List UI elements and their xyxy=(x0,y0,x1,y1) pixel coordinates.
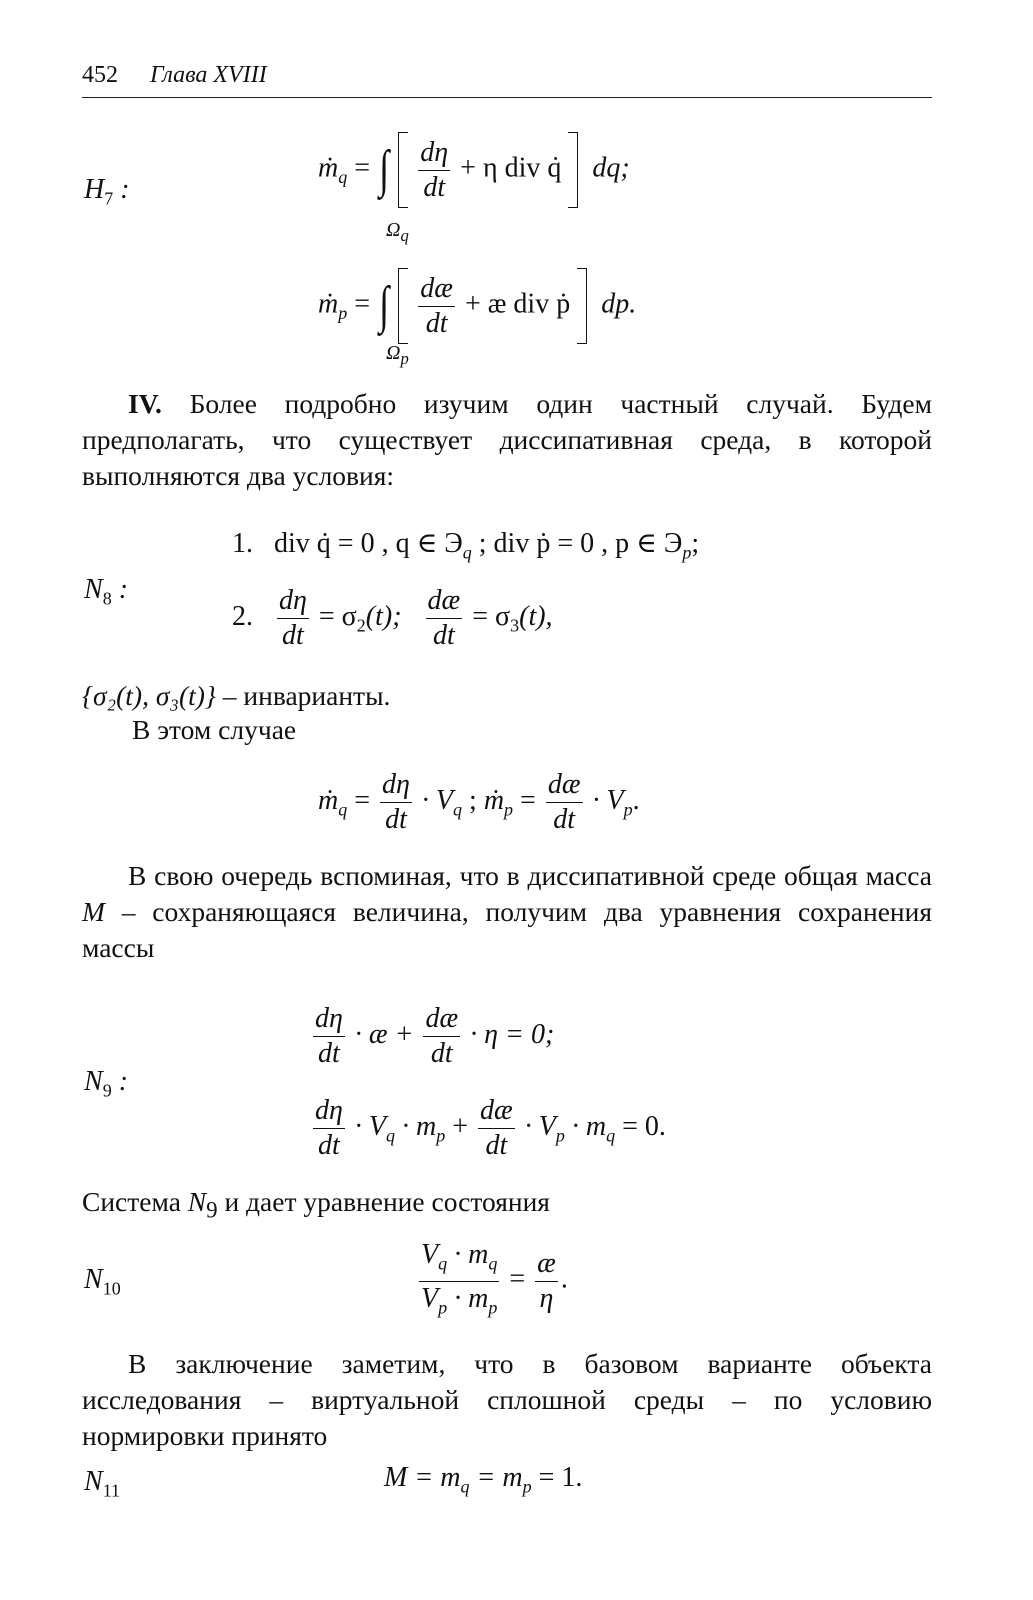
denominator: dt xyxy=(318,1130,340,1161)
integrand-rest: + η div q̇ xyxy=(460,152,562,184)
fraction xyxy=(277,584,309,653)
subscript: q xyxy=(460,1476,470,1497)
bracket-left xyxy=(398,132,408,208)
label-suffix: : xyxy=(113,174,130,205)
volume-term: · V xyxy=(592,784,624,816)
domain-symbol: Ω xyxy=(386,219,401,241)
denominator: dt xyxy=(318,1038,340,1069)
symbol: · m xyxy=(447,1239,489,1270)
condition-1 xyxy=(232,526,699,564)
label-sub: 7 xyxy=(104,188,114,209)
denominator: dt xyxy=(553,804,576,835)
subscript: p xyxy=(438,1297,448,1318)
label-sub: 11 xyxy=(102,1480,121,1501)
label-suffix: : xyxy=(111,574,129,605)
in-this-case: В этом случае xyxy=(132,714,297,745)
separator: ; xyxy=(462,784,484,816)
subscript: p xyxy=(623,799,633,820)
paragraph-conclusion: В заключение заметим, что в базовом варианте объекта исследования – виртуальной сплошной среды – по условию нормировки принято xyxy=(82,1348,932,1451)
subscript: p xyxy=(504,799,514,820)
paragraph-text: Более подробно изучим один частный случай. Будем предполагать, что существует диссипативная среда, в которой выполняются два условия: xyxy=(82,388,932,491)
subscript: p xyxy=(522,1476,532,1497)
subscript: q xyxy=(462,542,472,563)
fraction xyxy=(423,1002,460,1071)
subscript: p xyxy=(555,1125,565,1146)
denominator: dt xyxy=(430,1038,453,1069)
fraction xyxy=(478,1094,515,1163)
bracket-right xyxy=(568,132,578,208)
equation-n11 xyxy=(384,1462,582,1498)
fraction xyxy=(380,768,412,837)
numerator: dη xyxy=(313,1002,345,1037)
denominator: dt xyxy=(282,620,304,651)
invariants-line xyxy=(82,678,932,714)
invariants-text: – инварианты. xyxy=(215,680,391,711)
paragraph-text: и дает уравнение состояния xyxy=(217,1186,550,1217)
condition-text: div q̇ = 0 , q ∈ Э xyxy=(274,528,463,559)
period: . xyxy=(632,784,640,816)
lhs-sub: p xyxy=(338,303,348,324)
lhs-sub: q xyxy=(338,167,348,188)
equation-end: = 1. xyxy=(531,1462,583,1493)
equation-mass-rates: ṁ$_q$ = $\frac{d\eta}{dt}$ · $V_q$ ; ṁ$_p$ = $\frac{dæ}{dt}$ · $V_p$. xyxy=(318,769,640,835)
subscript: p xyxy=(488,1297,498,1318)
equation-label-n10 xyxy=(84,1264,121,1300)
equation-label-n9 xyxy=(84,1066,128,1102)
invariants-math: {σ₂(t), σ₃(t)} xyxy=(82,680,216,711)
denominator: dt xyxy=(425,307,448,339)
subscript: q xyxy=(338,799,348,820)
equation-n10 xyxy=(416,1238,568,1324)
fraction xyxy=(418,136,450,205)
subscript: q xyxy=(606,1125,616,1146)
plus: + xyxy=(445,1110,469,1142)
numerator: dæ xyxy=(478,1094,515,1129)
equation-label-h7 xyxy=(84,174,130,210)
subscript: p xyxy=(436,1125,446,1146)
denominator xyxy=(419,1282,499,1325)
equation-label-n11 xyxy=(84,1466,120,1502)
numerator: dη xyxy=(418,136,450,171)
equation-label-n8 xyxy=(84,574,128,610)
bracket-left xyxy=(398,268,408,344)
label-letter: N xyxy=(84,1264,103,1295)
paragraph-text: В свою очередь вспоминая, что в диссипативной среде общая масса xyxy=(128,860,932,891)
lhs-symbol: ṁ xyxy=(318,288,339,320)
numerator: dæ xyxy=(546,768,583,803)
domain-symbol: Ω xyxy=(386,342,401,364)
numerator: dæ xyxy=(426,584,463,619)
label-sub: 9 xyxy=(102,1080,112,1101)
condition-end: ; xyxy=(691,528,700,559)
fraction xyxy=(426,584,463,653)
domain-sub: p xyxy=(400,349,409,368)
item-number: 1. xyxy=(232,528,253,559)
numerator: dæ xyxy=(418,272,455,307)
integral-domain xyxy=(386,219,409,246)
system-symbol: N xyxy=(187,1186,207,1217)
volume-term: · V xyxy=(421,784,454,816)
label-letter: N xyxy=(84,1066,103,1097)
integral-domain xyxy=(386,342,409,369)
equals-sigma: = σ xyxy=(318,600,357,632)
denominator: dt xyxy=(485,1130,508,1161)
paragraph-iv xyxy=(82,386,932,494)
numerator: dæ xyxy=(423,1002,460,1037)
equation-n9-line2 xyxy=(310,1094,666,1163)
label-letter: N xyxy=(84,574,103,605)
mass-symbol: M xyxy=(82,896,105,927)
symbol: V xyxy=(421,1282,439,1314)
numerator: æ xyxy=(535,1247,558,1282)
equals: = xyxy=(354,288,371,320)
fraction xyxy=(546,768,583,837)
term: · m xyxy=(395,1110,437,1142)
lhs-symbol: ṁ xyxy=(318,152,339,184)
numerator xyxy=(419,1238,499,1282)
equals-sigma: = σ xyxy=(472,600,511,632)
chapter-title: Глава XVIII xyxy=(150,62,267,88)
denominator: dt xyxy=(385,804,407,835)
term-end: · η = 0; xyxy=(470,1018,555,1050)
subscript: q xyxy=(488,1253,498,1274)
fraction xyxy=(535,1247,558,1316)
subscript: 9 xyxy=(206,1197,218,1223)
page-number: 452 xyxy=(82,62,118,88)
condition-2 xyxy=(232,584,553,653)
lhs-symbol: ṁ xyxy=(318,784,339,816)
fraction xyxy=(419,1238,499,1324)
symbol: · m xyxy=(447,1282,489,1314)
argument: (t); xyxy=(365,600,402,632)
paragraph-conservation xyxy=(82,858,932,966)
denominator: dt xyxy=(433,620,455,651)
term-end: = 0. xyxy=(615,1110,666,1142)
domain-sub: q xyxy=(400,226,409,245)
label-sub: 8 xyxy=(102,588,112,609)
subscript: 2 xyxy=(356,615,366,636)
subscript: p xyxy=(682,542,692,563)
denominator: η xyxy=(539,1282,554,1314)
numerator: dη xyxy=(313,1094,345,1129)
bracket-right xyxy=(577,268,587,344)
term: · æ + xyxy=(354,1018,414,1050)
differential: dq; xyxy=(592,152,630,184)
equals: = xyxy=(354,152,371,184)
fraction xyxy=(418,272,455,341)
differential: dp. xyxy=(601,288,637,320)
label-suffix: : xyxy=(111,1066,129,1097)
subscript: 3 xyxy=(510,615,520,636)
equation-text: M = m xyxy=(384,1462,461,1493)
header-rule xyxy=(82,97,932,98)
numerator: dη xyxy=(277,584,309,619)
condition-text: ; div ṗ = 0 , p ∈ Э xyxy=(471,528,683,559)
integral-sign: ∫ xyxy=(379,277,390,334)
numerator: dη xyxy=(380,768,412,803)
subscript: q xyxy=(386,1125,395,1146)
label-letter: H xyxy=(84,174,105,205)
term: · m xyxy=(564,1110,607,1142)
lhs-symbol: ṁ xyxy=(483,784,505,816)
running-header xyxy=(82,62,267,89)
fraction xyxy=(313,1002,345,1071)
paragraph-text: – сохраняющаяся величина, получим два уравнения сохранения массы xyxy=(82,896,932,963)
label-letter: N xyxy=(84,1466,103,1497)
term: · V xyxy=(354,1110,386,1142)
item-number: 2. xyxy=(232,600,253,632)
period: . xyxy=(560,1263,568,1295)
equation-h7-line1 xyxy=(318,132,630,208)
symbol: V xyxy=(421,1239,439,1270)
paragraph-system xyxy=(82,1184,932,1229)
equals: = xyxy=(509,1263,526,1295)
subscript: q xyxy=(453,799,463,820)
argument: (t), xyxy=(519,600,553,632)
equation-text: = m xyxy=(469,1462,523,1493)
integral-sign: ∫ xyxy=(379,141,390,198)
term: · V xyxy=(524,1110,556,1142)
section-number: IV. xyxy=(128,388,162,419)
label-sub: 10 xyxy=(102,1278,121,1299)
paragraph-text: Система xyxy=(82,1186,188,1217)
equation-h7-line2 xyxy=(318,268,636,344)
integrand-rest: + æ div ṗ xyxy=(464,288,571,320)
denominator: dt xyxy=(423,171,446,203)
subscript: q xyxy=(438,1253,448,1274)
equation-n9-line1 xyxy=(310,1002,554,1071)
fraction xyxy=(313,1094,345,1163)
